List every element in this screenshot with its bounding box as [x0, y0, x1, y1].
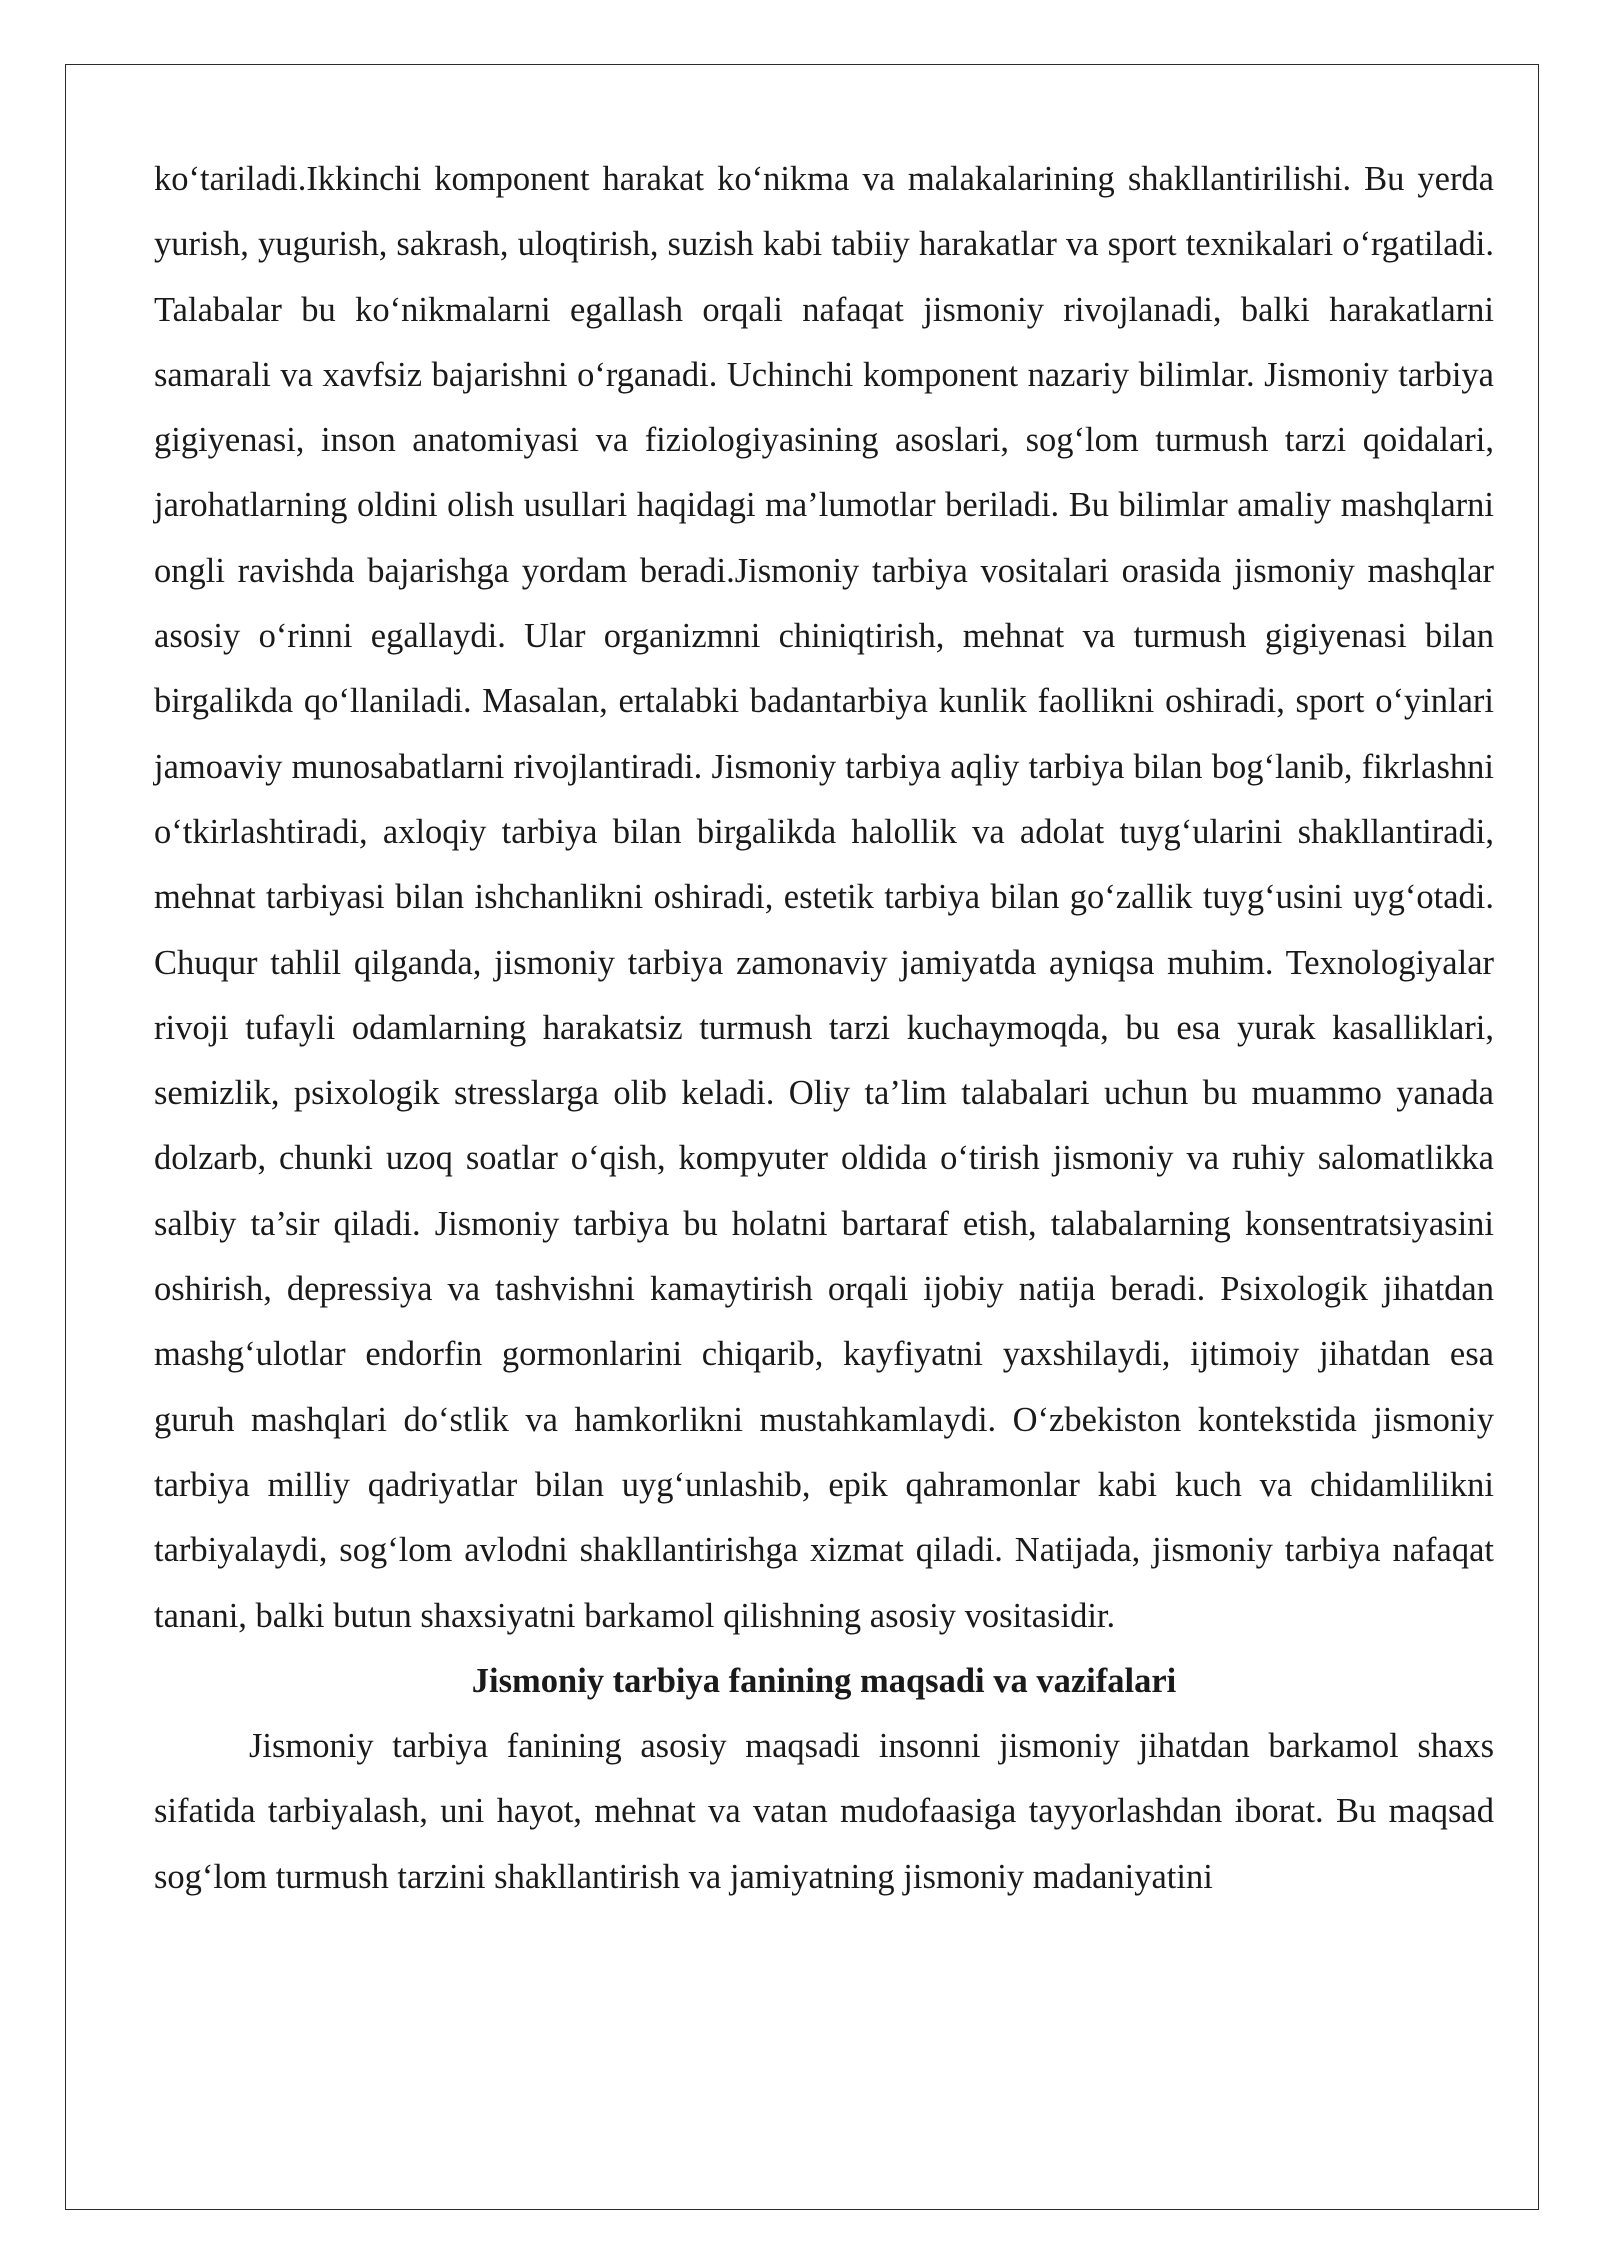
body-paragraph: ko‘tariladi.Ikkinchi komponent harakat ko‘nikma va malakalarining shakllantirilishi. Bu yerda yurish, yugurish, sakrash, uloqtirish, suzish kabi tabiiy harakatlar va sport texnikalari o‘rgatiladi. Talabalar bu ko‘nikmalarni egallash orqali nafaqat jismoniy rivojlanadi, balki harakatlarni samarali va xavfsiz bajarishni o‘rganadi. Uchinchi komponent nazariy bilimlar. Jismoniy tarbiya gigiyenasi, inson anatomiyasi va fiziologiyasining asoslari, sog‘lom turmush tarzi qoidalari, jarohatlarning oldini olish usullari haqidagi ma’lumotlar beriladi. Bu bilimlar amaliy mashqlarni ongli ravishda bajarishga yordam beradi.Jismoniy tarbiya vositalari orasida jismoniy mashqlar asosiy o‘rinni egallaydi. Ular organizmni chiniqtirish, mehnat va turmush gigiyenasi bilan birgalikda qo‘llaniladi. Masalan, ertalabki badantarbiya kunlik faollikni oshiradi, sport o‘yinlari jamoaviy munosabatlarni rivojlantiradi. Jismoniy tarbiya aqliy tarbiya bilan bog‘lanib, fikrlashni o‘tkirlashtiradi, axloqiy tarbiya bilan birgalikda halollik va adolat tuyg‘ularini shakllantiradi, mehnat tarbiyasi bilan ishchanlikni oshiradi, estetik tarbiya bilan go‘zallik tuyg‘usini uyg‘otadi. Chuqur tahlil qilganda, jismoniy tarbiya zamonaviy jamiyatda ayniqsa muhim. Texnologiyalar rivoji tufayli odamlarning harakatsiz turmush tarzi kuchaymoqda, bu esa yurak kasalliklari, semizlik, psixologik stresslarga olib keladi. Oliy ta’lim talabalari uchun bu muammo yanada dolzarb, chunki uzoq soatlar o‘qish, kompyuter oldida o‘tirish jismoniy va ruhiy salomatlikka salbiy ta’sir qiladi. Jismoniy tarbiya bu holatni bartaraf etish, talabalarning konsentratsiyasini oshirish, depressiya va tashvishni kamaytirish orqali ijobiy natija beradi. Psixologik jihatdan mashg‘ulotlar endorfin gormonlarini chiqarib, kayfiyatni yaxshilaydi, ijtimoiy jihatdan esa guruh mashqlari do‘stlik va hamkorlikni mustahkamlaydi. O‘zbekiston kontekstida jismoniy tarbiya milliy qadriyatlar bilan uyg‘unlashib, epik qahramonlar kabi kuch va chidamlilikni tarbiyalaydi, sog‘lom avlodni shakllantirishga xizmat qiladi. Natijada, jismoniy tarbiya nafaqat tanani, balki butun shaxsiyatni barkamol qilishning asosiy vositasidir.	[154, 160, 1494, 1635]
section-heading: Jismoniy tarbiya fanining maqsadi va vazifalari	[471, 1661, 1177, 1700]
body-paragraph: Jismoniy tarbiya fanining asosiy maqsadi insonni jismoniy jihatdan barkamol shaxs sifatida tarbiyalash, uni hayot, mehnat va vatan mudofaasiga tayyorlashdan iborat. Bu maqsad sog‘lom turmush tarzini shakllantirish va jamiyatning jismoniy madaniyatini	[154, 1727, 1494, 1896]
document-body	[154, 147, 1494, 1910]
